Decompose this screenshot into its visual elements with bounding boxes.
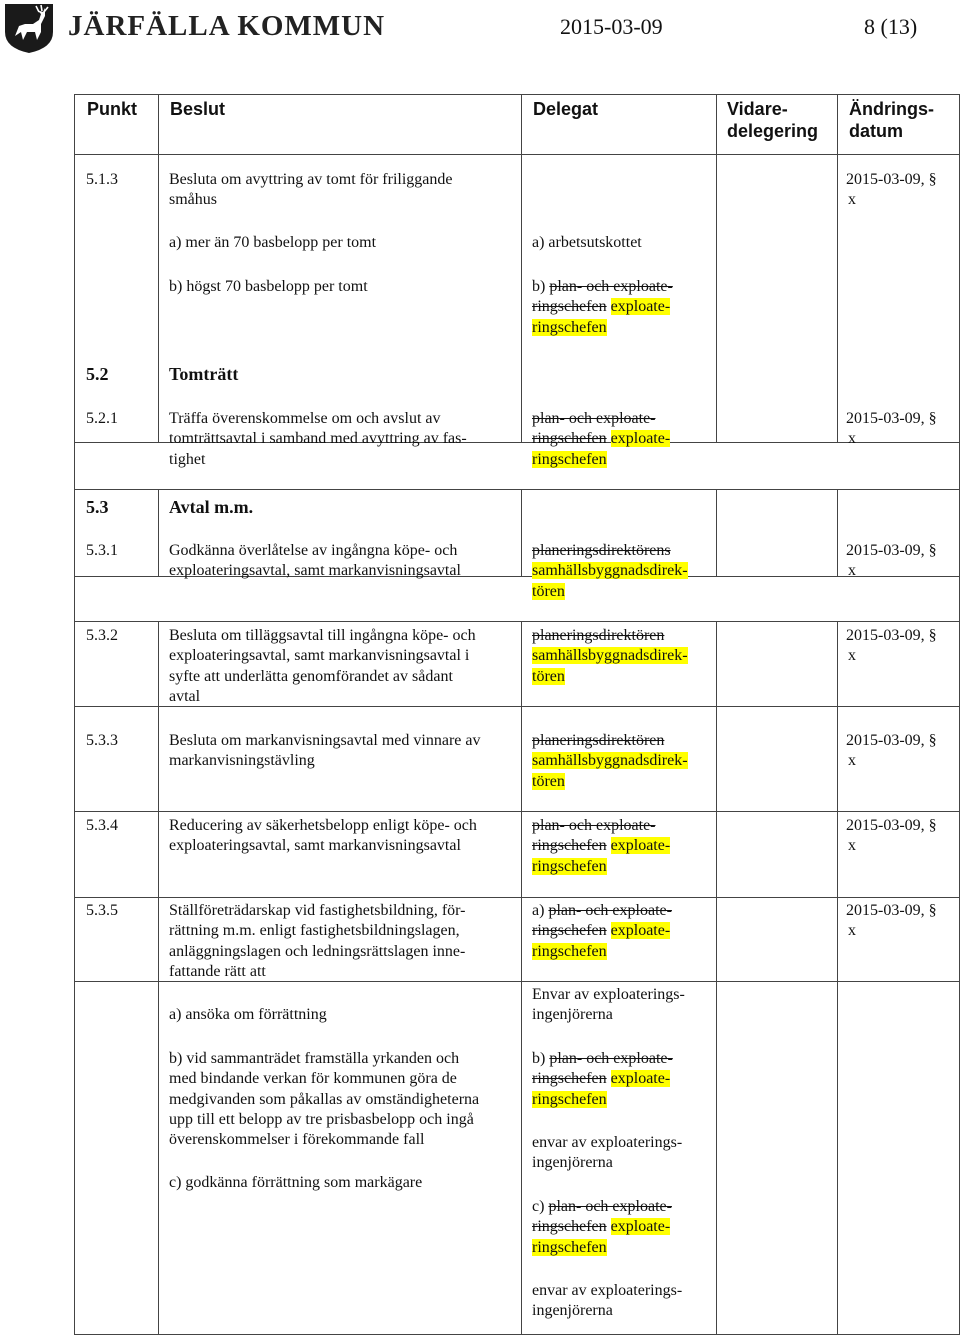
- beslut-5-3-5-b: b) vid sammanträdet framställa yrkanden och med bindande verkan för kommunen göra de medgivanden som påkallas av omständigheterna upp till ett belopp av tre prisbasbelopp och ingå överenskommelser i förekommande fall: [169, 1050, 480, 1149]
- section-title-tomtratt: Tomträtt: [169, 364, 239, 384]
- col-header-punkt: Punkt: [87, 99, 138, 119]
- beslut-5-3-3: Besluta om markanvisningsavtal med vinnare av markanvisningstävling: [169, 732, 481, 770]
- delegat-5-3-5-a: a) plan- och exploate- ringschefen exploate- ringschefen: [532, 902, 672, 960]
- punkt-5-3-5: 5.3.5: [86, 902, 118, 919]
- section-number-5-2: 5.2: [86, 364, 109, 384]
- beslut-5-1-3-b: b) högst 70 basbelopp per tomt: [169, 278, 368, 295]
- date-5-3-5: 2015-03-09, § x: [846, 902, 937, 940]
- beslut-5-3-5-c: c) godkänna förrättning som markägare: [169, 1174, 423, 1191]
- col-header-delegat: Delegat: [533, 99, 599, 119]
- col-header-vidaredelegering: Vidare- delegering: [727, 99, 819, 141]
- section-title-avtal: Avtal m.m.: [169, 497, 254, 517]
- municipality-logo-icon: [3, 2, 55, 54]
- date-5-3-3: 2015-03-09, § x: [846, 732, 937, 770]
- delegat-5-1-3-a: a) arbetsutskottet: [532, 234, 642, 251]
- table-header: [75, 94, 959, 155]
- delegat-5-3-5-c: c) plan- och exploate- ringschefen exploate- ringschefen: [532, 1198, 672, 1256]
- col-header-beslut: Beslut: [170, 99, 226, 119]
- date-5-3-1: 2015-03-09, § x: [846, 542, 937, 580]
- punkt-5-2-1: 5.2.1: [86, 410, 118, 427]
- vidare-5-3-5-a: Envar av exploaterings- ingenjörerna: [532, 986, 685, 1024]
- col-header-andringsdatum: Ändrings- datum: [849, 99, 934, 141]
- delegat-5-2-1: plan- och exploate- ringschefen exploate- ringschefen: [532, 410, 671, 468]
- beslut-5-3-5: Ställföreträdarskap vid fastighetsbildning, för- rättning m.m. enligt fastighetsbildningslagen, anläggningslagen och ledningsrättslagen inne- fattande rätt att: [169, 902, 466, 980]
- date-5-3-4: 2015-03-09, § x: [846, 817, 937, 855]
- beslut-5-3-5-a: a) ansöka om förrättning: [169, 1006, 327, 1023]
- delegat-5-3-3: planeringsdirektören samhällsbyggnadsdirek- tören: [532, 732, 688, 790]
- punkt-5-1-3: 5.1.3: [86, 171, 118, 188]
- delegat-5-3-2: planeringsdirektören samhällsbyggnadsdirek- tören: [532, 627, 688, 685]
- punkt-5-3-1: 5.3.1: [86, 542, 118, 559]
- page-number: 8 (13): [864, 14, 918, 39]
- beslut-5-3-1: Godkänna överlåtelse av ingångna köpe- och exploateringsavtal, samt markanvisningsavtal: [169, 542, 461, 580]
- delegat-5-1-3-b: b) plan- och exploate- ringschefen exploate- ringschefen: [532, 278, 673, 336]
- date-5-3-2: 2015-03-09, § x: [846, 627, 937, 665]
- delegat-5-3-1: planeringsdirektörens samhällsbyggnadsdirek- tören: [532, 542, 688, 600]
- section-number-5-3: 5.3: [86, 497, 109, 517]
- punkt-5-3-2: 5.3.2: [86, 627, 118, 644]
- document-date: 2015-03-09: [560, 14, 663, 39]
- beslut-5-2-1: Träffa överenskommelse om och avslut av tomträttsavtal i samband med avyttring av fas- tighet: [169, 410, 467, 468]
- vidare-5-3-5-c: envar av exploaterings- ingenjörerna: [532, 1282, 683, 1320]
- punkt-5-3-3: 5.3.3: [86, 732, 118, 749]
- vidare-5-3-5-b: envar av exploaterings- ingenjörerna: [532, 1134, 683, 1172]
- beslut-5-1-3-a: a) mer än 70 basbelopp per tomt: [169, 234, 377, 251]
- beslut-5-1-3: Besluta om avyttring av tomt för friliggande småhus: [169, 171, 453, 209]
- beslut-5-3-4: Reducering av säkerhetsbelopp enligt köpe- och exploateringsavtal, samt markanvisningsavtal: [169, 817, 477, 855]
- punkt-5-3-4: 5.3.4: [86, 817, 118, 834]
- date-5-2-1: 2015-03-09, § x: [846, 410, 937, 448]
- delegat-5-3-5-b: b) plan- och exploate- ringschefen exploate- ringschefen: [532, 1050, 673, 1108]
- beslut-5-3-2: Besluta om tilläggsavtal till ingångna köpe- och exploateringsavtal, samt markanvisningsavtal i syfte att underlätta genomförandet av sådant avtal: [169, 627, 476, 705]
- org-name: JÄRFÄLLA KOMMUN: [68, 10, 386, 42]
- delegat-5-3-4: plan- och exploate- ringschefen exploate- ringschefen: [532, 817, 671, 875]
- date-5-1-3: 2015-03-09, § x: [846, 171, 937, 209]
